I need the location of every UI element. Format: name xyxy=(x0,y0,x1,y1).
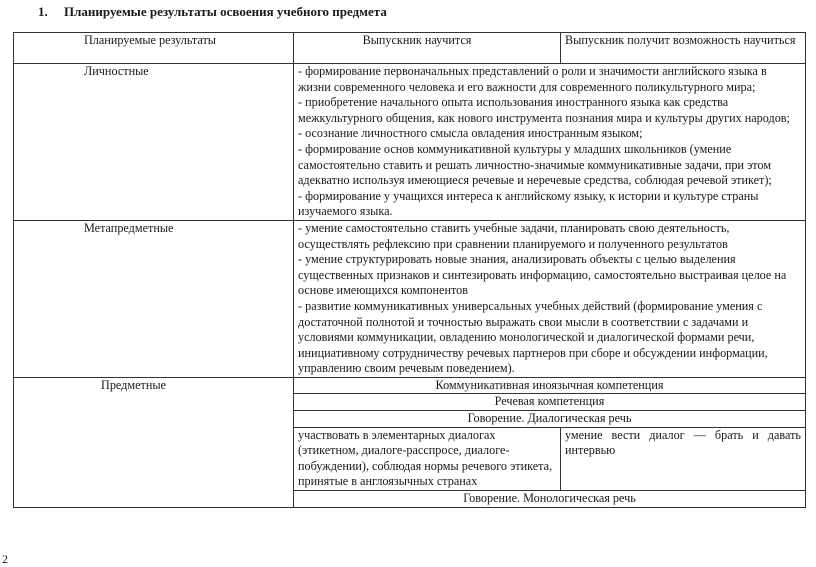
table-row-personal xyxy=(14,64,806,221)
section-heading xyxy=(38,4,387,20)
list-item: - развитие коммуникативных универсальных учебных действий (формирование умения с достаточной полнотой и точностью выражать свои мысли в соответствии с задачами и условиями коммуникации, овладению монологической и диалогической формами речи, инициативному сотрудничеству речевых партнеров при сборе и обсуждении информации, управлению своим речевым поведением). xyxy=(298,298,768,376)
list-item: - формирование у учащихся интереса к английскому языку, к истории и культуре страны изучаемого языка. xyxy=(298,188,759,219)
row-label-personal: Личностные xyxy=(14,64,294,221)
row-label-meta: Метапредметные xyxy=(14,220,294,377)
monolog-heading: Говорение. Монологическая речь xyxy=(294,491,806,508)
list-item: - формирование основ коммуникативной культуры у младших школьников (умение самостоятельно ставить и решать личностно-значимые коммуникативные задачи, при этом адекватно используя имеющиеся речевые и неречевые средства, соблюдая речевой этикет); xyxy=(298,141,772,188)
table-row-meta xyxy=(14,220,806,377)
speech-competence: Речевая компетенция xyxy=(294,394,806,411)
list-item: - формирование первоначальных представлений о роли и значимости английского языка в жизни современного человека и его важности для современного поликультурного мира; xyxy=(298,64,767,94)
subject-competence: Коммуникативная иноязычная компетенция xyxy=(294,377,806,394)
list-item: - умение самостоятельно ставить учебные задачи, планировать свою деятельность, осуществлять рефлексию при сравнении планируемого и полученного результатов xyxy=(298,220,730,251)
table-row-subject-competence xyxy=(14,377,806,394)
list-item: - осознание личностного смысла овладения иностранным языком; xyxy=(298,126,643,141)
header-will-learn: Выпускник научится xyxy=(294,33,561,64)
header-planned-results: Планируемые результаты xyxy=(14,33,294,64)
dialog-will-learn: участвовать в элементарных диалогах (этикетном, диалоге-расспросе, диалоге-побуждении), соблюдая нормы речевого этикета, принятые в англоязычных странах xyxy=(294,427,561,490)
row-label-subject: Предметные xyxy=(14,377,294,507)
header-opportunity: Выпускник получит возможность научиться xyxy=(561,33,806,64)
results-table xyxy=(13,32,806,508)
dialog-opportunity: умение вести диалог — брать и давать интервью xyxy=(561,427,806,490)
meta-results-cell xyxy=(294,220,806,377)
list-item: - умение структурировать новые знания, анализировать объекты с целью выделения существенных признаков и синтезировать информацию, самостоятельно выстраивая целое на основе имеющихся компонентов xyxy=(298,252,787,298)
personal-results-cell xyxy=(294,64,806,221)
section-number: 1. xyxy=(38,4,48,19)
dialog-heading: Говорение. Диалогическая речь xyxy=(294,411,806,428)
page-number: 2 xyxy=(2,552,8,566)
list-item: - приобретение начального опыта использования иностранного языка как средства межкультурного общения, как нового инструмента познания мира и культуры других народов; xyxy=(298,95,790,125)
section-title: Планируемые результаты освоения учебного предмета xyxy=(64,4,387,19)
table-header-row xyxy=(14,33,806,64)
